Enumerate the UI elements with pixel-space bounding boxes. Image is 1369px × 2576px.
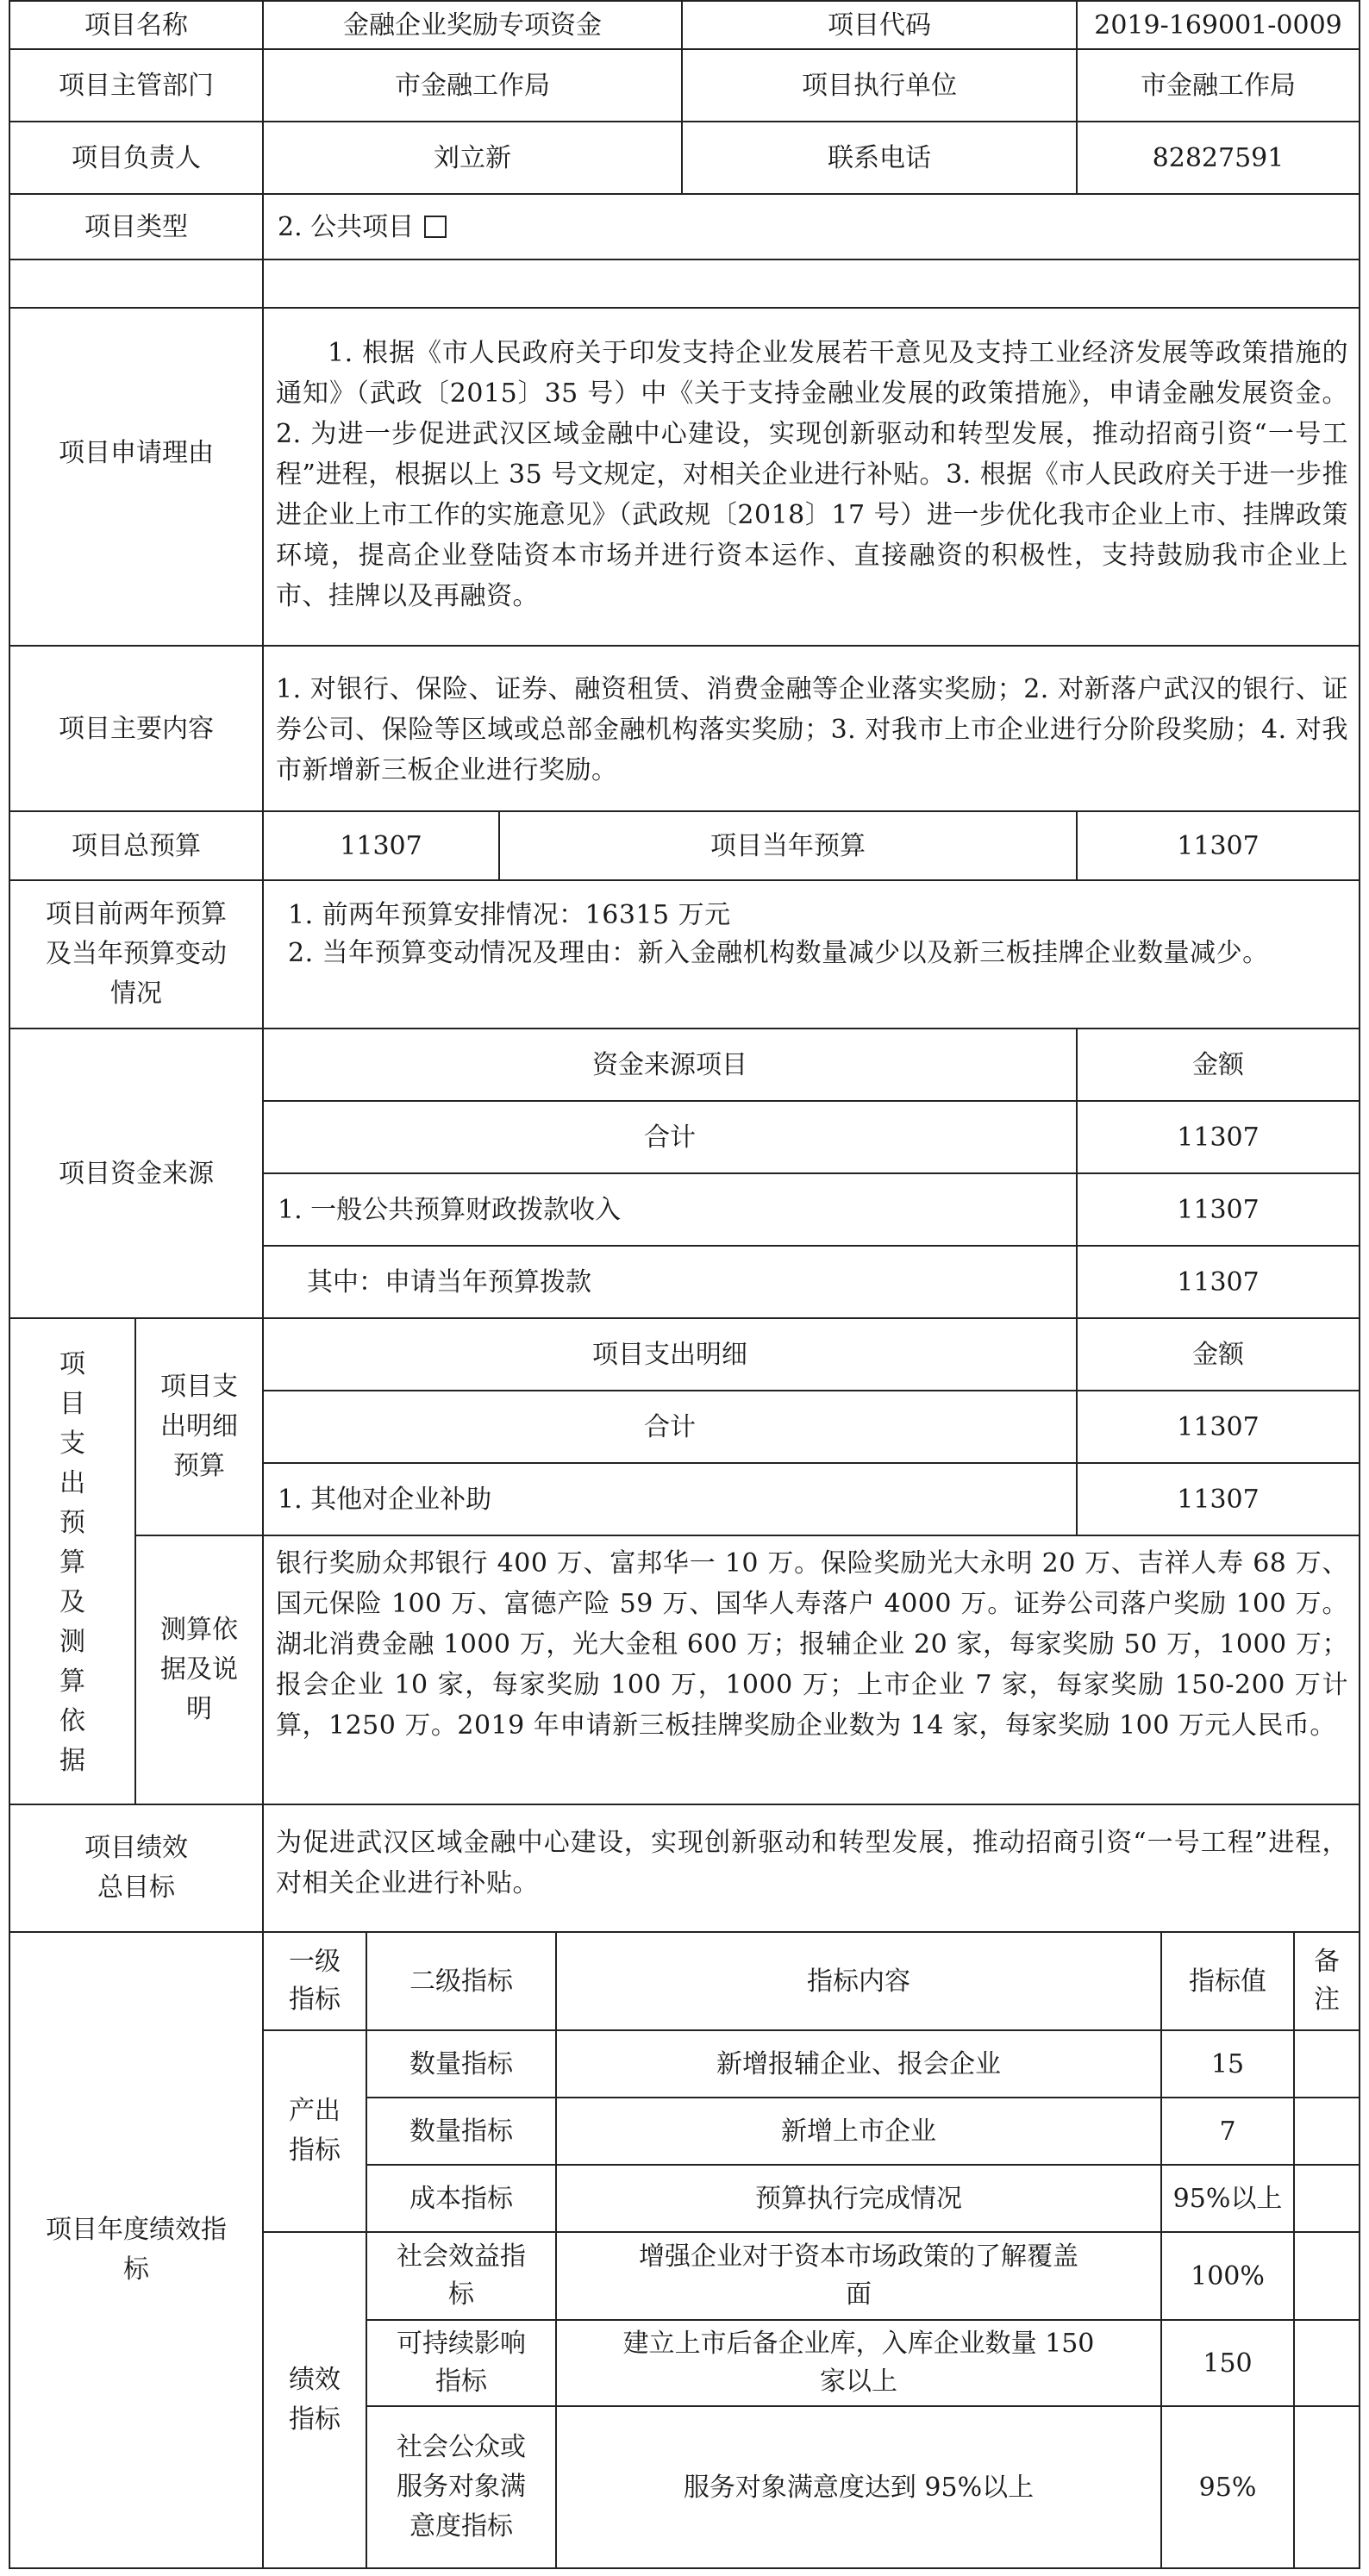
funding-item-2-amount: 11307 bbox=[1177, 1266, 1260, 1297]
r6-value: 95% bbox=[1198, 2472, 1257, 2503]
r6-level2: 社会公众或 服务对象满 意度指标 bbox=[397, 2432, 526, 2542]
r6-content: 服务对象满意度达到 95%以上 bbox=[683, 2472, 1035, 2503]
prev-line-2: 2. 当年预算变动情况及理由：新入金融机构数量减少以及新三板挂牌企业数量减少。 bbox=[288, 938, 1269, 968]
goal-label: 项目绩效 总目标 bbox=[84, 1833, 188, 1903]
funding-item-2: 其中：申请当年预算拨款 bbox=[307, 1266, 591, 1297]
header-value: 指标值 bbox=[1189, 1966, 1266, 1997]
funding-total: 11307 bbox=[1177, 1122, 1260, 1153]
output-indicator-group: 产出 指标 bbox=[289, 2096, 341, 2166]
r1-level2: 数量指标 bbox=[409, 2048, 513, 2079]
r2-value: 7 bbox=[1219, 2116, 1236, 2147]
funding-label: 项目资金来源 bbox=[59, 1158, 214, 1189]
r3-value: 95%以上 bbox=[1172, 2183, 1283, 2214]
project-code: 2019-169001-0009 bbox=[1094, 9, 1342, 41]
dept: 市金融工作局 bbox=[395, 70, 550, 101]
type-text: 2. 公共项目 bbox=[278, 211, 415, 242]
leader: 刘立新 bbox=[434, 142, 511, 173]
r1-value: 15 bbox=[1210, 2048, 1245, 2079]
funding-col-amount: 金额 bbox=[1192, 1049, 1244, 1080]
r4-content: 增强企业对于资本市场政策的了解覆盖 面 bbox=[639, 2241, 1078, 2310]
total-budget-label: 项目总预算 bbox=[72, 830, 201, 861]
reason-text: 1. 根据《市人民政府关于印发支持企业发展若干意见及支持工业经济发展等政策措施的通知》（武政〔2015〕35 号）中《关于支持金融业发展的政策措施》，申请金融发展资金。2. 为进一步促进武汉区域金融中心建设，实现创新驱动和转型发展，推动招商引资“一号工程”进程，根据以上 35 号文规定，对相关企业进行补贴。3. 根据《市人民政府关于进一步推进企业上市工作的实施意见》（武政规〔2018〕17 号）进一步优化我市企业上市、挂牌政策环境，提高企业登陆资本市场并进行资本运作、直接融资的积极性，支持鼓励我市企业上市、挂牌以及再融资。 bbox=[276, 338, 1348, 611]
funding-item-1: 1. 一般公共预算财政拨款收入 bbox=[278, 1194, 622, 1225]
expense-total-label: 合计 bbox=[644, 1411, 696, 1442]
funding-col-item: 资金来源项目 bbox=[592, 1049, 747, 1080]
checkbox-icon[interactable] bbox=[424, 216, 447, 238]
funding-item-1-amount: 11307 bbox=[1177, 1194, 1260, 1225]
prev-line-1: 1. 前两年预算安排情况：16315 万元 bbox=[288, 900, 731, 930]
expense-item-1-amount: 11307 bbox=[1177, 1484, 1260, 1515]
r2-level2: 数量指标 bbox=[409, 2116, 513, 2147]
r2-content: 新增上市企业 bbox=[781, 2116, 936, 2147]
r4-value: 100% bbox=[1191, 2260, 1265, 2292]
total-budget: 11307 bbox=[340, 830, 422, 861]
expense-item-1: 1. 其他对企业补助 bbox=[278, 1484, 492, 1515]
r5-value: 150 bbox=[1203, 2348, 1253, 2379]
goal-text: 为促进武汉区域金融中心建设，实现创新驱动和转型发展，推动招商引资“一号工程”进程，对相关企业进行补贴。 bbox=[276, 1828, 1348, 1898]
header-level2: 二级指标 bbox=[409, 1966, 513, 1997]
expense-total: 11307 bbox=[1177, 1411, 1260, 1442]
header-note: 备 注 bbox=[1314, 1947, 1340, 2015]
expense-col-amount: 金额 bbox=[1192, 1339, 1244, 1370]
phone: 82827591 bbox=[1152, 142, 1285, 173]
funding-total-label: 合计 bbox=[644, 1122, 696, 1153]
phone-label: 联系电话 bbox=[828, 142, 931, 173]
rule bbox=[262, 1317, 264, 1804]
r1-content: 新增报辅企业、报会企业 bbox=[716, 2048, 1001, 2079]
rule bbox=[134, 1535, 1360, 1536]
expense-detail-label: 项目支 出明细 预算 bbox=[160, 1372, 238, 1481]
reason-label: 项目申请理由 bbox=[59, 437, 214, 468]
prev-budget-text bbox=[288, 897, 1348, 972]
indicators-label: 项目年度绩效指 标 bbox=[46, 2215, 227, 2285]
rule bbox=[1359, 0, 1360, 2569]
project-name-label: 项目名称 bbox=[84, 9, 188, 41]
r4-level2: 社会效益指 标 bbox=[397, 2241, 526, 2310]
project-code-label: 项目代码 bbox=[828, 9, 931, 41]
exec: 市金融工作局 bbox=[1141, 70, 1296, 101]
expense-col-item: 项目支出明细 bbox=[592, 1339, 747, 1370]
effect-indicator-group: 绩效 指标 bbox=[289, 2365, 341, 2435]
r5-level2: 可持续影响 指标 bbox=[397, 2329, 526, 2397]
r5-content: 建立上市后备企业库，入库企业数量 150 家以上 bbox=[622, 2329, 1095, 2397]
expense-label: 项 目 支 出 预 算 及 测 算 依 据 bbox=[59, 1349, 85, 1776]
leader-label: 项目负责人 bbox=[72, 142, 201, 173]
header-content: 指标内容 bbox=[807, 1966, 910, 1997]
header-level1: 一级 指标 bbox=[289, 1947, 341, 2015]
year-budget-label: 项目当年预算 bbox=[710, 830, 866, 861]
r3-level2: 成本指标 bbox=[409, 2183, 513, 2214]
dept-label: 项目主管部门 bbox=[59, 70, 214, 101]
year-budget: 11307 bbox=[1177, 830, 1260, 861]
expense-basis-text: 银行奖励众邦银行 400 万、富邦华一 10 万。保险奖励光大永明 20 万、吉祥人寿 68 万、国元保险 100 万、富德产险 59 万、国华人寿落户 4000 万。证券公司落户奖励 100 万。湖北消费金融 1000 万，光大金租 600 万；报辅企业 20 家，每家奖励 50 万，1000 万；报会企业 10 家，每家奖励 100 万，1000 万；上市企业 7 家，每家奖励 150-200 万计算，1250 万。2019 年申请新三板挂牌奖励企业数为 14 家，每家奖励 100 万元人民币。 bbox=[276, 1548, 1348, 1741]
type-value bbox=[264, 195, 781, 259]
type-label: 项目类型 bbox=[84, 211, 188, 242]
project-name: 金融企业奖励专项资金 bbox=[343, 9, 602, 41]
rule bbox=[9, 2567, 1360, 2569]
expense-basis-label: 测算依 据及说 明 bbox=[160, 1615, 238, 1724]
content-label: 项目主要内容 bbox=[59, 713, 214, 744]
content-text: 1. 对银行、保险、证券、融资租赁、消费金融等企业落实奖励；2. 对新落户武汉的银行、证券公司、保险等区域或总部金融机构落实奖励；3. 对我市上市企业进行分阶段奖励；4. 对我市新增新三板企业进行奖励。 bbox=[276, 674, 1348, 785]
r3-content: 预算执行完成情况 bbox=[755, 2183, 962, 2214]
prev-budget-label: 项目前两年预算 及当年预算变动 情况 bbox=[46, 899, 227, 1009]
exec-label: 项目执行单位 bbox=[802, 70, 957, 101]
